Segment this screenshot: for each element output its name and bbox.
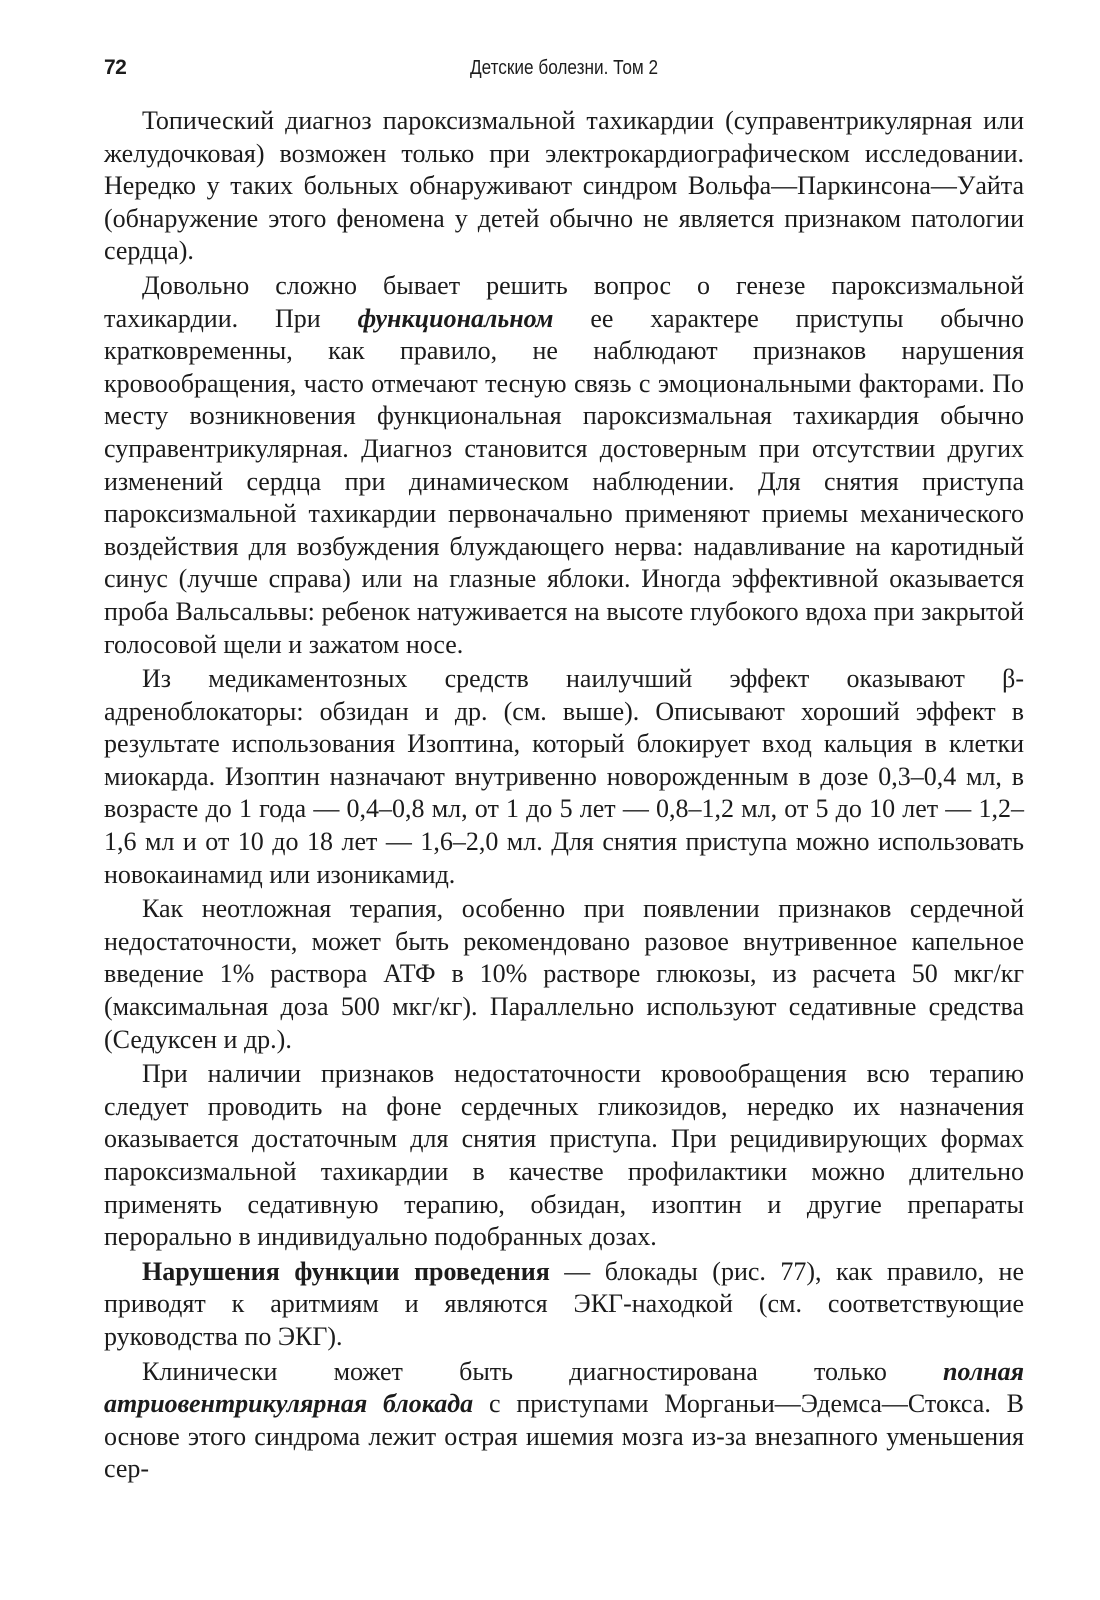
paragraph-genesis bbox=[104, 270, 1024, 661]
paragraph-emergency-therapy: Как неотложная терапия, особенно при появлении признаков сердечной недостаточности, может быть рекомендовано разовое внутривенное капельное введение 1% раствора АТФ в 10% растворе глюкозы, из расчета 50 мкг/кг (максимальная доза 500 мкг/кг). Параллельно используют седативные средства (Седуксен и др.). bbox=[104, 894, 1024, 1054]
paragraph-text: Клинически может быть диагностирована только bbox=[142, 1356, 944, 1386]
running-header bbox=[104, 56, 1024, 86]
term-conduction-disorders: Нарушения функции проведения bbox=[142, 1256, 550, 1286]
paragraph-text: Довольно сложно бывает решить вопрос о генезе пароксизмальной тахикардии. При bbox=[104, 270, 1024, 333]
paragraph-av-block bbox=[104, 1356, 1024, 1486]
emphasis-av-block: полная атриовентрикулярная блокада bbox=[104, 1356, 1024, 1419]
emphasis-functional: функциональном bbox=[357, 303, 554, 333]
paragraph-topical-diagnosis: Топический диагноз пароксизмальной тахикардии (суправентрикулярная или желудочковая) возможен только при электрокардиографическом исследовании. Нередко у таких больных обнаруживают синдром Вольфа—Паркинсона—Уайта (обнаружение этого феномена у детей обычно не является признаком патологии сердца). bbox=[104, 106, 1024, 266]
paragraph-conduction-disorders bbox=[104, 1256, 1024, 1354]
paragraph-medications: Из медикаментозных средств наилучший эффект оказывают β-адреноблокаторы: обзидан и др. (см. выше). Описывают хороший эффект в результате использования Изоптина, который блокирует вход кальция в клетки миокарда. Изоптин назначают внутривенно новорожденным в дозе 0,3–0,4 мл, в возрасте до 1 года — 0,4–0,8 мл, от 1 до 5 лет — 0,8–1,2 мл, от 5 до 10 лет — 1,2–1,6 мл и от 10 до 18 лет — 1,6–2,0 мл. Для снятия приступа можно использовать новокаинамид или изоникамид. bbox=[104, 664, 1024, 889]
paragraph-text: — блокады (рис. 77), как правило, не приводят к аритмиям и являются ЭКГ-находкой (см. соответствующие руководства по ЭКГ). bbox=[104, 1256, 1024, 1351]
paragraph-text: ее характере приступы обычно кратковременны, как правило, не наблюдают признаков нарушения кровообращения, часто отмечают тесную связь с эмоциональными факторами. По месту возникновения функциональная пароксизмальная тахикардия обычно суправентрикулярная. Диагноз становится достоверным при отсутствии других изменений сердца при динамическом наблюдении. Для снятия приступа пароксизмальной тахикардии первоначально применяют приемы механического воздействия для возбуждения блуждающего нерва: надавливание на каротидный синус (лучше справа) или на глазные яблоки. Иногда эффективной оказывается проба Вальсальвы: ребенок натуживается на высоте глубокого вдоха при закрытой голосовой щели и зажатом носе. bbox=[104, 303, 1024, 659]
running-title: Детские болезни. Том 2 bbox=[469, 57, 659, 79]
body-text bbox=[104, 105, 1024, 1488]
paragraph-text: с приступами Морганьи—Эдемса—Стокса. В основе этого синдрома лежит острая ишемия мозга из-за внезапного уменьшения сер- bbox=[104, 1389, 1024, 1484]
book-page bbox=[104, 0, 1024, 1600]
page-number: 72 bbox=[104, 56, 127, 79]
paragraph-circulatory-insufficiency: При наличии признаков недостаточности кровообращения всю терапию следует проводить на фоне сердечных гликозидов, нередко их назначения оказывается достаточным для снятия приступа. При рецидивирующих формах пароксизмальной тахикардии в качестве профилактики можно длительно применять седативную терапию, обзидан, изоптин и другие препараты перорально в индивидуально подобранных дозах. bbox=[104, 1059, 1024, 1252]
